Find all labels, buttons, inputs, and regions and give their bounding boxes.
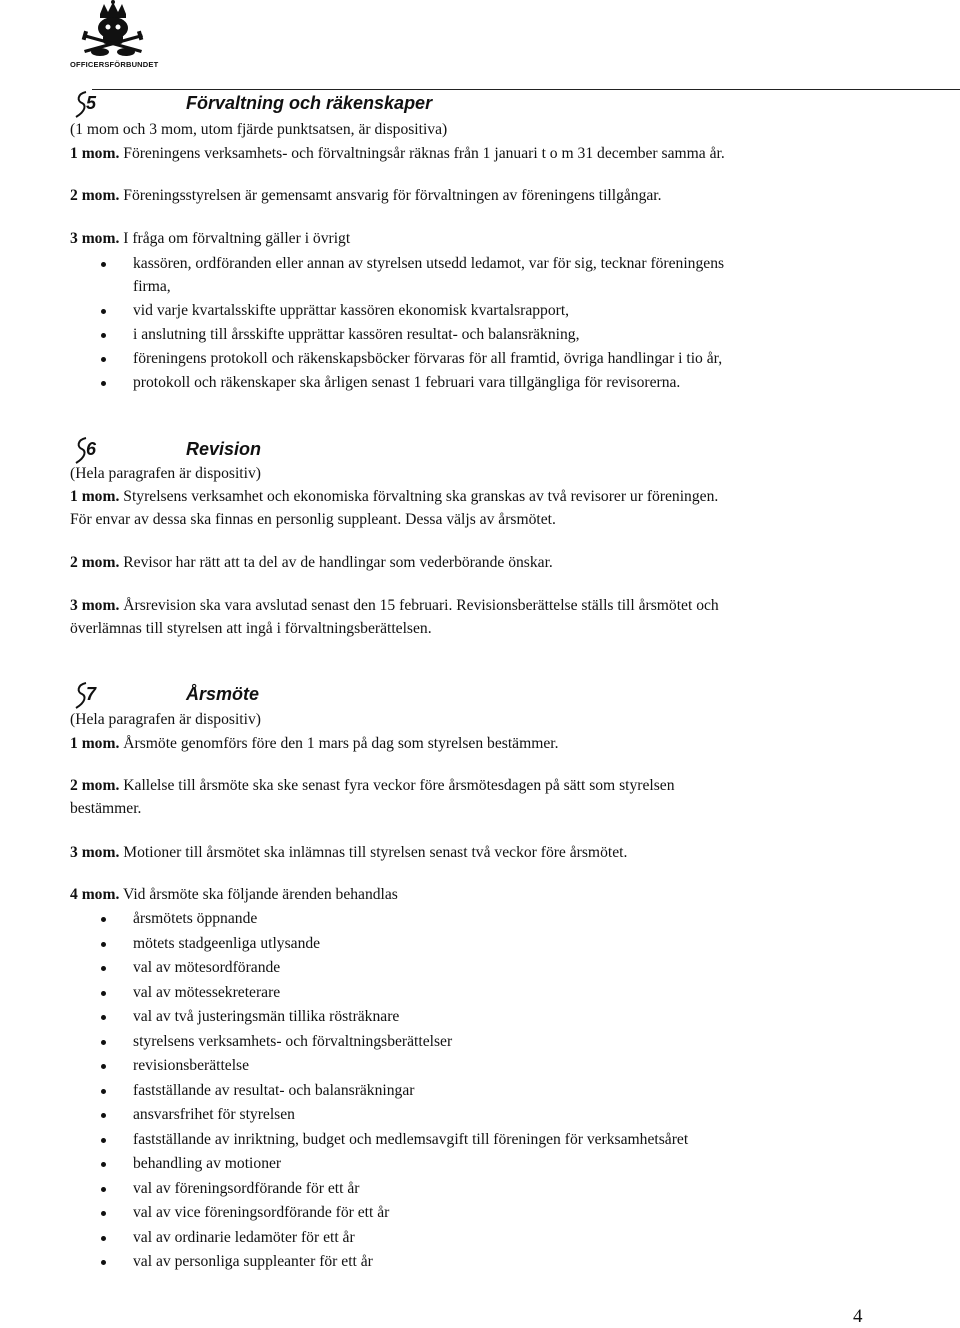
list-item: i anslutning till årsskifte upprättar kassören resultat- och balansräkning, <box>133 326 580 343</box>
list-item: val av mötessekreterare <box>133 984 281 1001</box>
mom-text: Vid årsmöte ska följande ärenden behandlas <box>119 886 398 903</box>
list-item: val av vice föreningsordförande för ett år <box>133 1204 390 1221</box>
bullet-icon <box>101 942 106 947</box>
section-6-mom-1-cont: För envar av dessa ska finnas en personlig suppleant. Dessa väljs av årsmötet. <box>70 511 556 528</box>
section-5-mom-3 <box>70 230 350 248</box>
page-number: 4 <box>853 1306 863 1327</box>
list-item: årsmötets öppnande <box>133 910 258 927</box>
list-item: val av föreningsordförande för ett år <box>133 1180 360 1197</box>
mom-label: 3 mom. <box>70 597 120 614</box>
mom-text: I fråga om förvaltning gäller i övrigt <box>119 230 351 247</box>
bullet-icon <box>101 1015 106 1020</box>
list-item: fastställande av inriktning, budget och medlemsavgift till föreningen för verksamhetsåret <box>133 1131 689 1148</box>
mom-text: Årsmöte genomförs före den 1 mars på dag som styrelsen bestämmer. <box>119 735 559 752</box>
mom-label: 3 mom. <box>70 230 120 247</box>
section-7-mom-2-cont: bestämmer. <box>70 800 142 817</box>
mom-label: 3 mom. <box>70 844 120 861</box>
list-item-continuation: firma, <box>133 278 171 295</box>
mom-label: 4 mom. <box>70 886 120 903</box>
mom-label: 2 mom. <box>70 554 120 571</box>
mom-text: Föreningens verksamhets- och förvaltningsår räknas från 1 januari t o m 31 december samma år. <box>119 145 725 162</box>
bullet-icon <box>101 1260 106 1265</box>
mom-label: 1 mom. <box>70 488 120 505</box>
section-7-mom-2 <box>70 777 675 795</box>
list-item: behandling av motioner <box>133 1155 282 1172</box>
bullet-icon <box>101 1236 106 1241</box>
section-6-mom-3-cont: överlämnas till styrelsen att ingå i förvaltningsberättelsen. <box>70 620 432 637</box>
mom-text: Revisor har rätt att ta del av de handlingar som vederbörande önskar. <box>119 554 553 571</box>
bullet-icon <box>101 1211 106 1216</box>
list-item: val av personliga suppleanter för ett år <box>133 1253 373 1270</box>
header-rule <box>92 89 960 90</box>
logo-wordmark: OFFICERSFÖRBUNDET <box>70 60 159 69</box>
section-6-note: (Hela paragrafen är dispositiv) <box>70 465 261 482</box>
section-title: Revision <box>186 439 262 459</box>
bullet-icon <box>101 381 106 386</box>
bullet-icon <box>101 1187 106 1192</box>
section-6-mom-1 <box>70 488 718 506</box>
list-item: revisionsberättelse <box>133 1057 250 1074</box>
bullet-icon <box>101 309 106 314</box>
section-title: Förvaltning och räkenskaper <box>186 93 433 113</box>
section-7-note: (Hela paragrafen är dispositiv) <box>70 711 261 728</box>
list-item: ansvarsfrihet för styrelsen <box>133 1106 295 1123</box>
mom-text: Föreningsstyrelsen är gemensamt ansvarig för förvaltningen av föreningens tillgångar. <box>119 187 662 204</box>
list-item: styrelsens verksamhets- och förvaltningsberättelser <box>133 1033 453 1050</box>
mom-text: Styrelsens verksamhet och ekonomiska förvaltning ska granskas av två revisorer ur föreningen. <box>119 488 719 505</box>
section-title: Årsmöte <box>186 684 260 704</box>
list-item: val av ordinarie ledamöter för ett år <box>133 1229 355 1246</box>
list-item: protokoll och räkenskaper ska årligen senast 1 februari vara tillgängliga för revisorerna. <box>133 374 681 391</box>
mom-text: Kallelse till årsmöte ska ske senast fyra veckor före årsmötesdagen på sätt som styrelsen <box>119 777 675 794</box>
bullet-icon <box>101 966 106 971</box>
section-5-mom-2 <box>70 187 662 205</box>
bullet-icon <box>101 917 106 922</box>
mom-label: 1 mom. <box>70 145 120 162</box>
list-item: fastställande av resultat- och balansräkningar <box>133 1082 415 1099</box>
bullet-icon <box>101 333 106 338</box>
bullet-icon <box>101 1162 106 1167</box>
section-7-mom-3 <box>70 844 627 862</box>
section-number: 5 <box>86 93 97 113</box>
list-item: föreningens protokoll och räkenskapsböcker förvaras för all framtid, övriga handlingar i tio år, <box>133 350 723 367</box>
mom-text: Årsrevision ska vara avslutad senast den 15 februari. Revisionsberättelse ställs till årsmötet och <box>119 597 719 614</box>
bullet-icon <box>101 1138 106 1143</box>
bullet-icon <box>101 1089 106 1094</box>
mom-label: 1 mom. <box>70 735 120 752</box>
list-item: mötets stadgeenliga utlysande <box>133 935 321 952</box>
section-5-mom-1 <box>70 145 725 163</box>
section-6-mom-3 <box>70 597 719 615</box>
section-7-mom-4 <box>70 886 398 904</box>
mom-label: 2 mom. <box>70 777 120 794</box>
mom-label: 2 mom. <box>70 187 120 204</box>
section-7-mom-1 <box>70 735 559 753</box>
bullet-icon <box>101 1064 106 1069</box>
bullet-icon <box>101 991 106 996</box>
list-item: val av två justeringsmän tillika rösträknare <box>133 1008 400 1025</box>
section-6-mom-2 <box>70 554 553 572</box>
mom-text: Motioner till årsmötet ska inlämnas till styrelsen senast två veckor före årsmötet. <box>119 844 628 861</box>
section-number: 6 <box>86 439 97 459</box>
list-item: val av mötesordförande <box>133 959 281 976</box>
list-item: vid varje kvartalsskifte upprättar kassören ekonomisk kvartalsrapport, <box>133 302 570 319</box>
section-5-note: (1 mom och 3 mom, utom fjärde punktsatsen, är dispositiva) <box>70 121 448 138</box>
bullet-icon <box>101 357 106 362</box>
bullet-icon <box>101 1113 106 1118</box>
bullet-icon <box>101 262 106 267</box>
bullet-icon <box>101 1040 106 1045</box>
list-item: kassören, ordföranden eller annan av styrelsen utsedd ledamot, var för sig, tecknar föreningens <box>133 255 725 272</box>
section-number: 7 <box>86 684 97 704</box>
